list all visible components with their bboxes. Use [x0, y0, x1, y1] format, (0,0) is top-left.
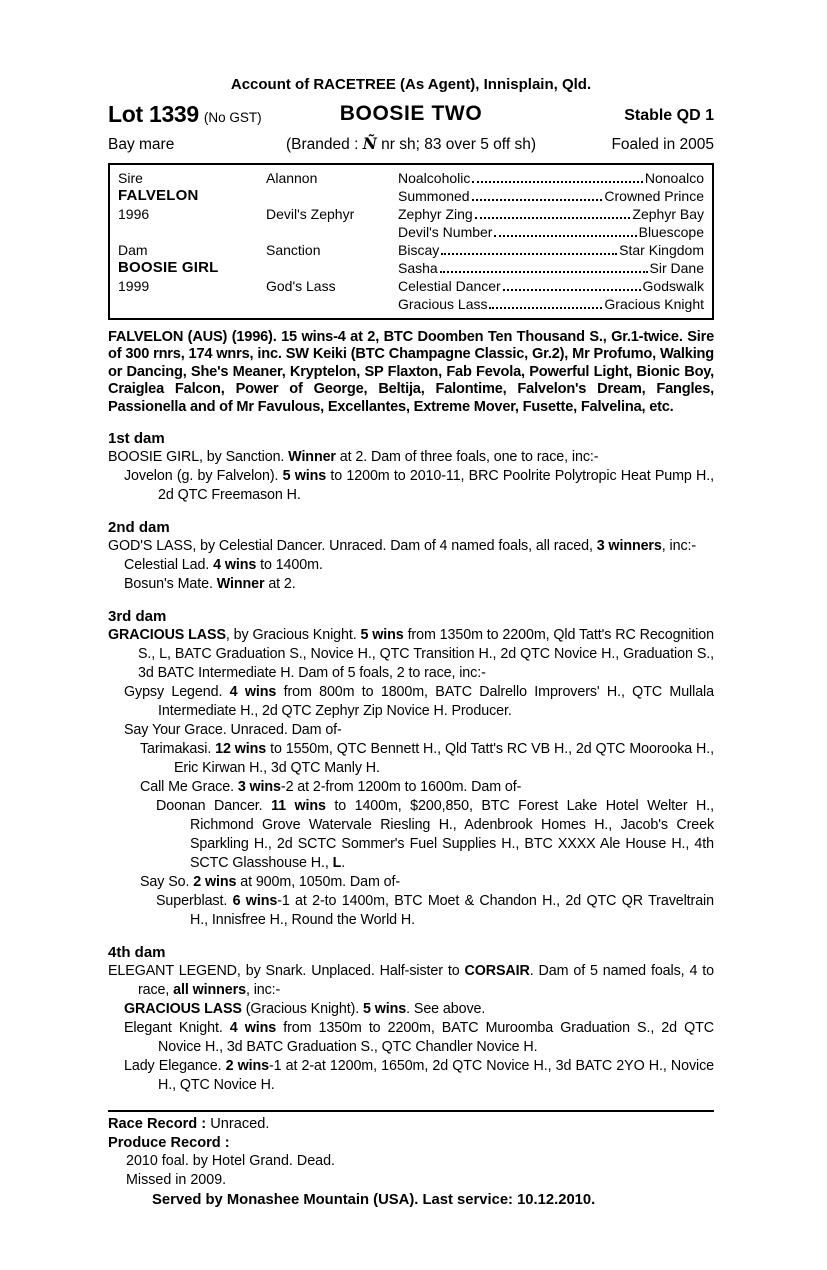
- bold-run: 6 wins: [232, 893, 278, 910]
- bold-run: CORSAIR: [464, 963, 530, 980]
- pedigree-entry: [108, 740, 714, 778]
- pedigree-parents-column: [266, 169, 398, 241]
- bold-run: 2 wins: [225, 1058, 269, 1075]
- bold-run: 12 wins: [215, 741, 267, 758]
- divider-rule: [108, 1110, 714, 1112]
- dam-section-heading: 1st dam: [108, 430, 165, 448]
- text-run: at 2.: [264, 576, 296, 593]
- pedigree-entry: [108, 721, 714, 740]
- page-content: [108, 76, 714, 1210]
- lot-header-row: [108, 97, 714, 130]
- pedigree-parent: Alannon: [266, 170, 318, 186]
- ancestor-right: Bluescope: [638, 224, 704, 240]
- text-run: Say Your Grace. Unraced. Dam of-: [124, 722, 342, 739]
- ancestor-pair: [398, 241, 704, 259]
- ancestor-left: Celestial Dancer: [398, 278, 501, 294]
- text-run: Gypsy Legend.: [124, 684, 230, 701]
- pedigree-entry: [108, 448, 714, 467]
- text-run: Celestial Lad.: [124, 557, 214, 574]
- bold-run: 4 wins: [229, 684, 277, 701]
- bold-run: 3 winners: [596, 538, 662, 555]
- pedigree-ancestors-column: [398, 241, 704, 313]
- bold-run: 4 wins: [229, 1020, 277, 1037]
- ancestor-pair: [398, 187, 704, 205]
- pedigree-subject-column: [118, 169, 266, 241]
- text-run: from 1350m to 2200m, Qld Tatt's RC Recognition S., L, BATC Graduation S., Novice H., QTC Transition H., 2d QTC Novice H., Graduation S., 3d BATC Intermediate H. Dam of 5 foals, 2 to race, inc:-: [138, 627, 714, 682]
- horse-description: Bay mare: [108, 136, 175, 153]
- pedigree-entry: [108, 778, 714, 797]
- ancestor-left: Summoned: [398, 188, 470, 204]
- text-run: to 1550m, QTC Bennett H., Qld Tatt's RC VB H., 2d QTC Moorooka H., Eric Kirwan H., 3d QTC Manly H.: [174, 741, 714, 777]
- pedigree-block: [118, 241, 704, 313]
- pedigree-entry: [108, 683, 714, 721]
- pedigree-spacer: [118, 295, 266, 313]
- produce-record-line: 2010 foal. by Hotel Grand. Dead.: [126, 1153, 336, 1170]
- pedigree-entry: [108, 556, 714, 575]
- text-run: Doonan Dancer.: [156, 798, 272, 815]
- pedigree-table: [108, 163, 714, 320]
- dam-section-heading: 4th dam: [108, 944, 166, 962]
- ancestor-right: Nonoalco: [644, 170, 704, 186]
- ancestor-left: Noalcoholic: [398, 170, 471, 186]
- bold-run: 2 wins: [193, 874, 237, 891]
- pedigree-entry: [108, 575, 714, 594]
- produce-record-heading: [108, 1134, 714, 1153]
- text-run: from 1350m to 2200m, BATC Muroomba Graduation S., 2d QTC Novice H., 3d BATC Graduation S., QTC Chandler Novice H.: [158, 1020, 714, 1056]
- dam-section-heading: 3rd dam: [108, 608, 167, 626]
- bold-run: Winner: [216, 576, 265, 593]
- leader-dots: [489, 307, 602, 309]
- pedigree-entry: [108, 1000, 714, 1019]
- leader-dots: [441, 253, 617, 255]
- bold-run: 5 wins: [282, 468, 327, 485]
- text-run: Bosun's Mate.: [124, 576, 217, 593]
- ancestor-left: Sasha: [398, 260, 438, 276]
- pedigree-ancestors-column: [398, 169, 704, 241]
- bold-run: all winners: [173, 982, 246, 999]
- pedigree-parent: Sanction: [266, 242, 321, 258]
- text-run: -2 at 2-from 1200m to 1600m. Dam of-: [280, 779, 522, 796]
- race-record-value: Unraced.: [206, 1116, 270, 1133]
- ancestor-right: Gracious Knight: [604, 296, 704, 312]
- ancestor-pair: [398, 277, 704, 295]
- pedigree-entry: [108, 1057, 714, 1095]
- text-run: Call Me Grace.: [140, 779, 238, 796]
- gst-note: (No GST): [203, 110, 262, 125]
- ancestor-left: Devil's Number: [398, 224, 493, 240]
- leader-dots: [494, 235, 636, 237]
- foaled-year: Foaled in 2005: [611, 136, 714, 153]
- pedigree-spacer: [266, 187, 398, 205]
- service-line: Served by Monashee Mountain (USA). Last service: 10.12.2010.: [152, 1192, 596, 1209]
- bold-run: 3 wins: [237, 779, 281, 796]
- ancestor-right: Godswalk: [642, 278, 704, 294]
- pedigree-spacer: [266, 259, 398, 277]
- pedigree-parent: Devil's Zephyr: [266, 206, 355, 222]
- bold-run: L: [332, 855, 342, 872]
- account-line: Account of RACETREE (As Agent), Innisplain, Qld.: [230, 76, 592, 93]
- text-run: .: [341, 855, 346, 872]
- text-run: at 900m, 1050m. Dam of-: [236, 874, 401, 891]
- branded-suffix: nr sh; 83 over 5 off sh): [376, 136, 536, 153]
- dam-sections: [108, 429, 714, 1095]
- bold-run: GRACIOUS LASS: [124, 1001, 242, 1018]
- pedigree-block: [118, 169, 704, 241]
- pedigree-entry: [108, 873, 714, 892]
- ancestor-pair: [398, 259, 704, 277]
- text-run: Lady Elegance.: [124, 1058, 226, 1075]
- pedigree-name: FALVELON: [118, 187, 199, 204]
- text-run: . Dam of 5 named foals, 4 to race,: [138, 963, 714, 999]
- description-row: [108, 133, 714, 156]
- horse-name: BOOSIE TWO: [339, 102, 483, 125]
- text-run: Elegant Knight.: [124, 1020, 230, 1037]
- ancestor-right: Sir Dane: [649, 260, 704, 276]
- race-record-line: [108, 1115, 714, 1134]
- brand-symbol-icon: Ñ: [362, 134, 377, 153]
- ancestor-pair: [398, 223, 704, 241]
- bold-run: 4 wins: [213, 557, 257, 574]
- text-run: Tarimakasi.: [140, 741, 216, 758]
- text-run: from 800m to 1800m, BATC Dalrello Improvers' H., QTC Mullala Intermediate H., 2d QTC Zephyr Zip Novice H. Producer.: [158, 684, 714, 720]
- text-run: at 2. Dam of three foals, one to race, inc:-: [335, 449, 599, 466]
- pedigree-year: 1999: [118, 278, 150, 294]
- pedigree-spacer: [266, 295, 398, 313]
- bold-run: Winner: [288, 449, 336, 466]
- text-run: BOOSIE GIRL, by Sanction.: [108, 449, 289, 466]
- stable-number: Stable QD 1: [624, 107, 714, 124]
- sire-summary-paragraph: FALVELON (AUS) (1996). 15 wins-4 at 2, BTC Doomben Ten Thousand S., Gr.1-twice. Sire of 300 rnrs, 174 wnrs, inc. SW Keiki (BTC Champagne Classic, Gr.2), Mr Profumo, Walking or Dancing, She's Meaner, Kryptelon, SP Flaxton, Fab Fevola, Powerful Light, Bionic Boy, Craiglea Falcon, Power of George, Beltija, Falontime, Falvelon's Dream, Fangles, Passionella and of Mr Favulous, Excellantes, Extreme Mover, Fusette, Falvelina, etc.: [108, 329, 714, 415]
- produce-record-line: Missed in 2009.: [126, 1171, 227, 1188]
- pedigree-role: Sire: [118, 170, 143, 186]
- text-run: . See above.: [406, 1001, 486, 1018]
- bold-run: 5 wins: [360, 627, 404, 644]
- ancestor-pair: [398, 169, 704, 187]
- leader-dots: [440, 271, 648, 273]
- ancestor-right: Star Kingdom: [619, 242, 704, 258]
- bold-run: GRACIOUS LASS: [108, 627, 226, 644]
- bold-run: 5 wins: [363, 1001, 407, 1018]
- text-run: , by Gracious Knight.: [225, 627, 361, 644]
- pedigree-spacer: [266, 223, 398, 241]
- leader-dots: [472, 181, 642, 183]
- text-run: Say So.: [140, 874, 194, 891]
- produce-lines: [108, 1152, 714, 1189]
- text-run: , inc:-: [245, 982, 281, 999]
- ancestor-right: Crowned Prince: [604, 188, 704, 204]
- ancestor-pair: [398, 295, 704, 313]
- pedigree-role: Dam: [118, 242, 148, 258]
- text-run: -1 at 2-at 1200m, 1650m, 2d QTC Novice H., 3d BATC 2YO H., Novice H., QTC Novice H.: [158, 1058, 714, 1094]
- text-run: to 1200m to 2010-11, BRC Poolrite Polytropic Heat Pump H., 2d QTC Freemason H.: [158, 468, 715, 504]
- leader-dots: [472, 199, 603, 201]
- lot-number: Lot 1339: [108, 101, 199, 127]
- pedigree-parents-column: [266, 241, 398, 313]
- dam-section-heading: 2nd dam: [108, 519, 170, 537]
- text-run: (Gracious Knight).: [241, 1001, 364, 1018]
- text-run: to 1400m, $200,850, BTC Forest Lake Hotel Welter H., Richmond Grove Watervale Riesling H., Adenbrook Homes H., Jacob's Creek Sparkling H., 2d SCTC Sommer's Fuel Supplies H., BTC XXXX Ale House H., 4th SCTC Glasshouse H.,: [190, 798, 714, 872]
- pedigree-entry: [108, 467, 714, 505]
- race-record-label: Race Record :: [108, 1116, 207, 1133]
- text-run: GOD'S LASS, by Celestial Dancer. Unraced. Dam of 4 named foals, all raced,: [108, 538, 597, 555]
- bold-run: 11 wins: [271, 798, 326, 815]
- ancestor-right: Zephyr Bay: [632, 206, 704, 222]
- text-run: -1 at 2-to 1400m, BTC Moet & Chandon H., 2d QTC QR Traveltrain H., Innisfree H., Round the World H.: [190, 893, 714, 929]
- pedigree-entry: [108, 1019, 714, 1057]
- text-run: ELEGANT LEGEND, by Snark. Unplaced. Half-sister to: [108, 963, 465, 980]
- branded-prefix: (Branded :: [286, 136, 363, 153]
- ancestor-left: Biscay: [398, 242, 440, 258]
- pedigree-spacer: [118, 223, 266, 241]
- pedigree-entry: [108, 537, 714, 556]
- ancestor-left: Gracious Lass: [398, 296, 488, 312]
- produce-record-label: Produce Record :: [108, 1134, 230, 1151]
- text-run: Jovelon (g. by Falvelon).: [124, 468, 283, 485]
- pedigree-name: BOOSIE GIRL: [118, 259, 219, 276]
- ancestor-pair: [398, 205, 704, 223]
- ancestor-left: Zephyr Zing: [398, 206, 473, 222]
- text-run: , inc:-: [661, 538, 697, 555]
- text-run: to 1400m.: [256, 557, 323, 574]
- pedigree-parent: God's Lass: [266, 278, 336, 294]
- leader-dots: [503, 289, 641, 291]
- pedigree-entry: [108, 626, 714, 683]
- pedigree-entry: [108, 797, 714, 873]
- pedigree-entry: [108, 892, 714, 930]
- pedigree-year: 1996: [118, 206, 150, 222]
- pedigree-subject-column: [118, 241, 266, 313]
- pedigree-entry: [108, 962, 714, 1000]
- leader-dots: [475, 217, 631, 219]
- text-run: Superblast.: [156, 893, 233, 910]
